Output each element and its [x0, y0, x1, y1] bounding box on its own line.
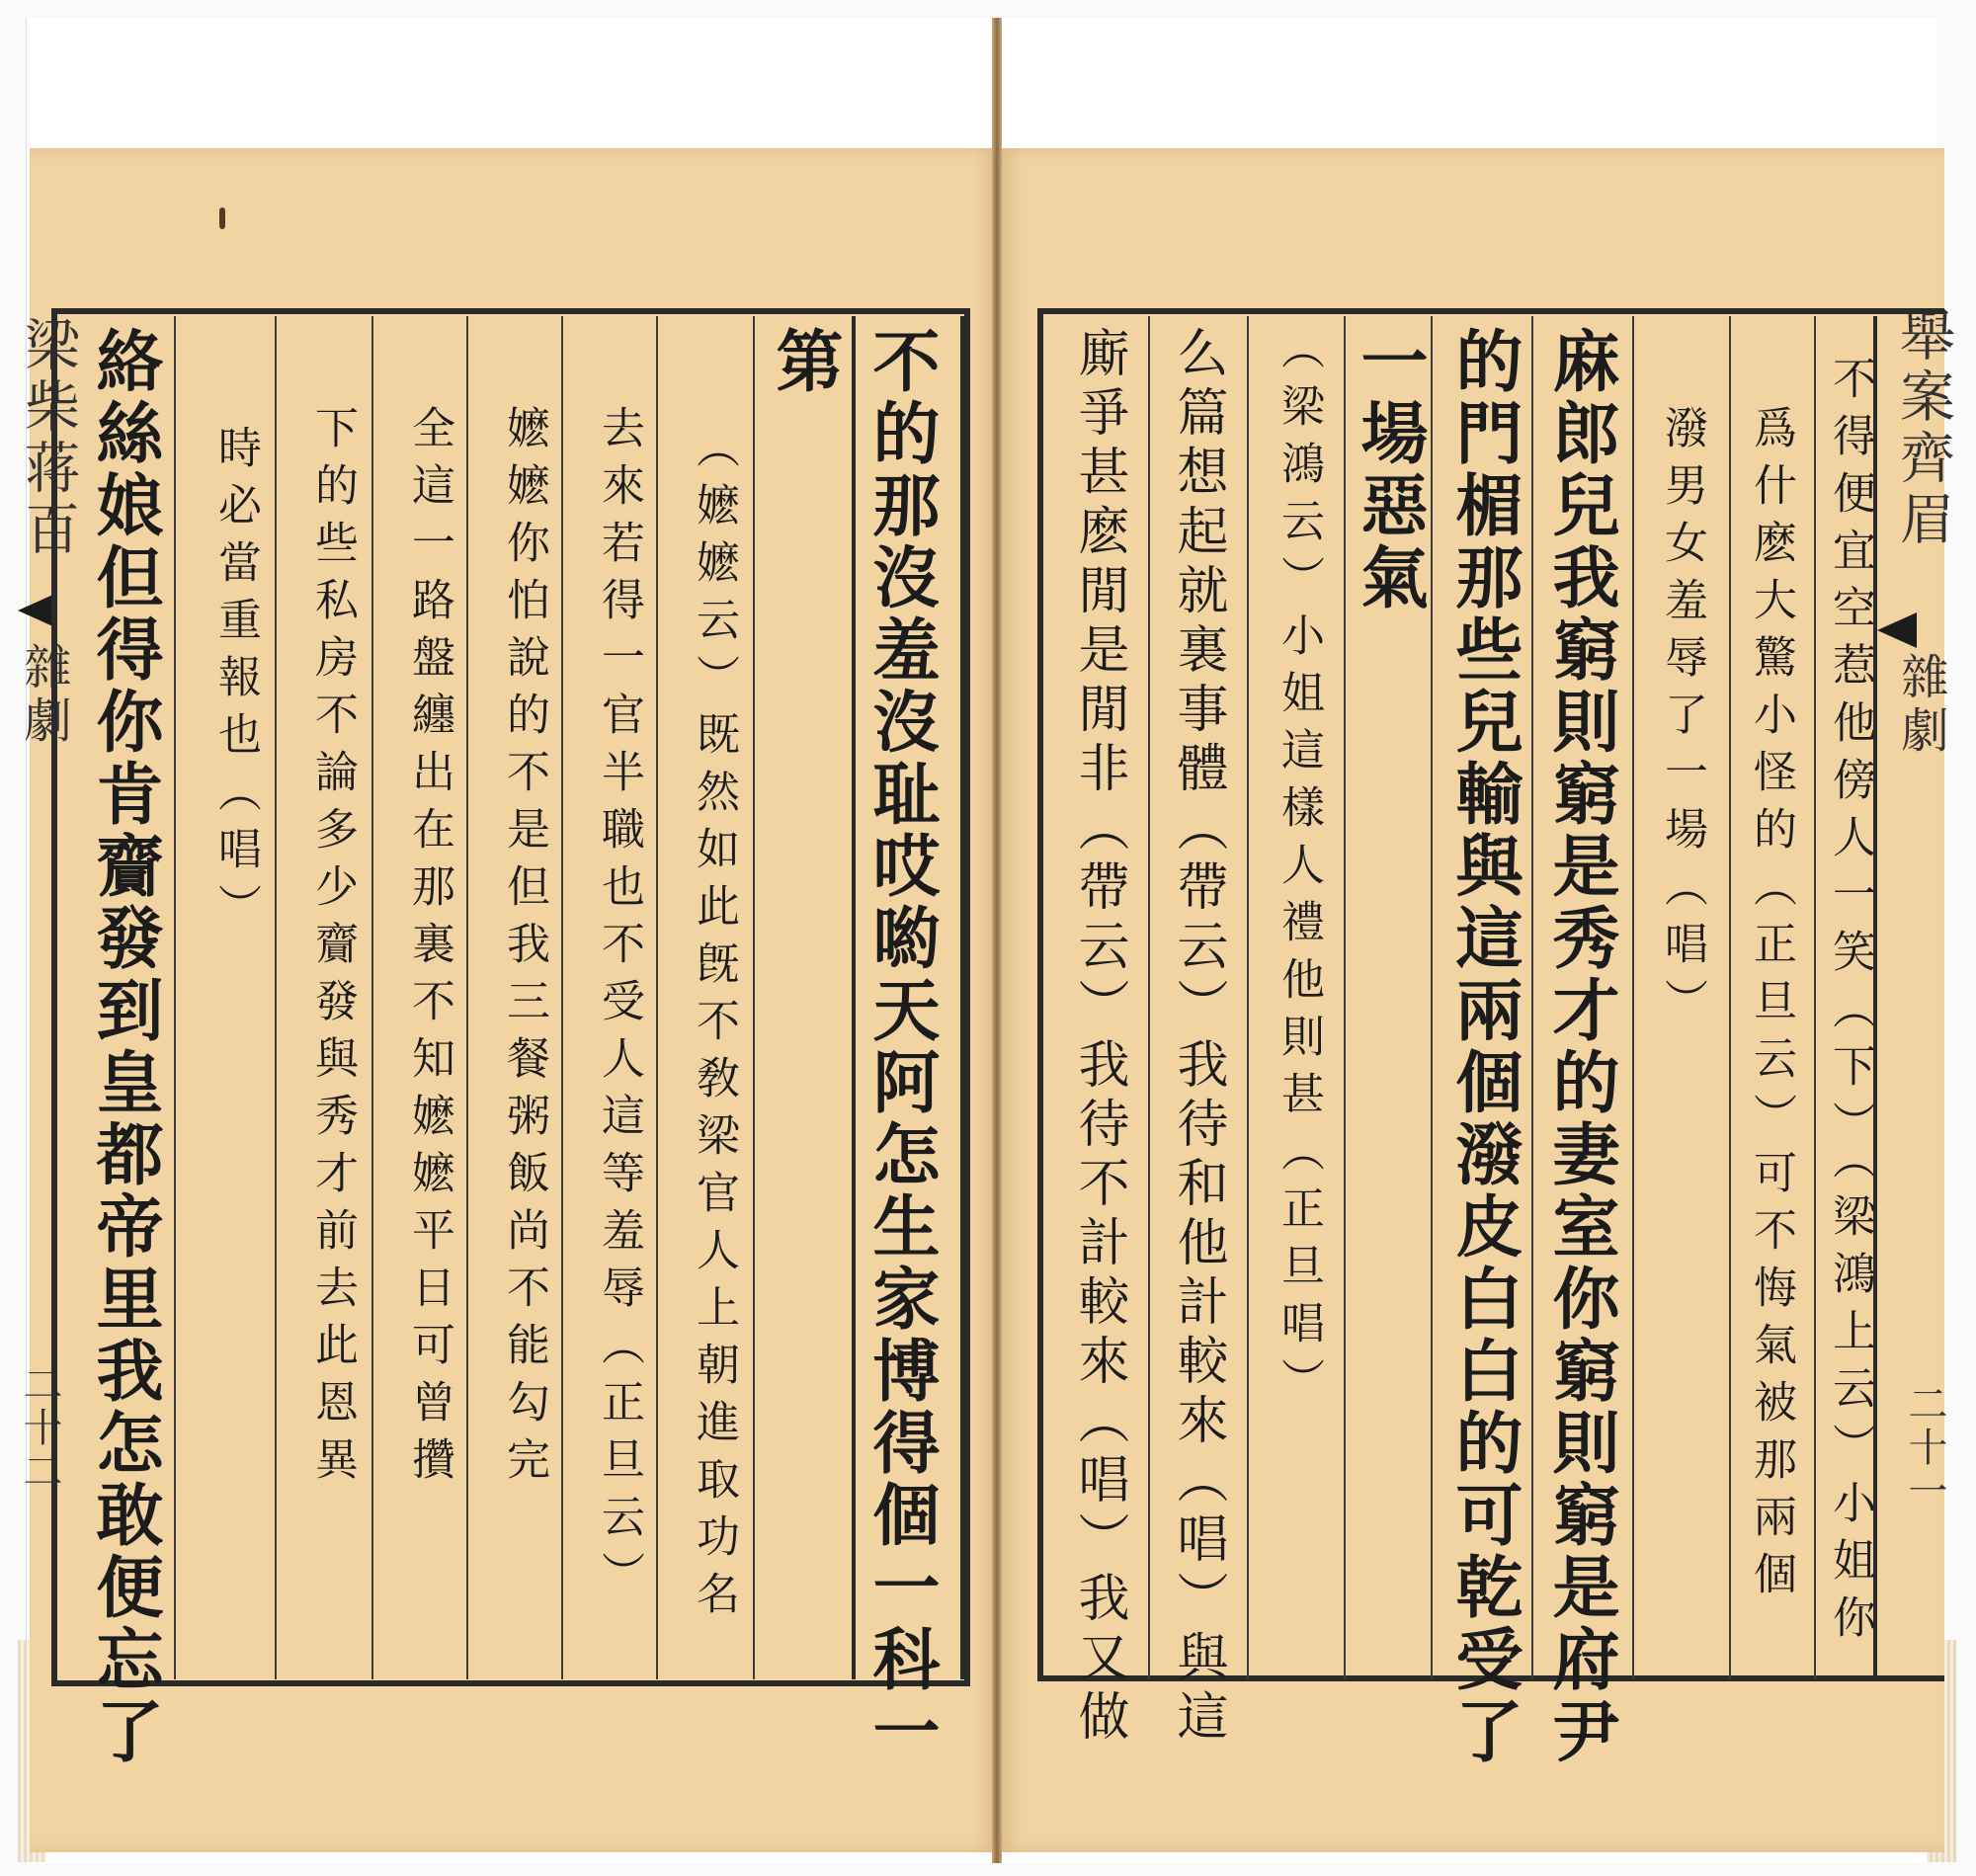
- column-rule: [1531, 316, 1533, 1679]
- text-column: 時必當重報也（唱）: [210, 425, 261, 940]
- right-margin-leaf: 二十一: [1902, 1383, 1947, 1513]
- text-column: 么篇想起就裏事體（帶云）我待和他計較來（唱）與這: [1168, 326, 1227, 1749]
- column-rule: [466, 316, 468, 1679]
- text-column: 麻郎兒我窮則窮是秀才的妻室你窮則窮是府尹: [1541, 326, 1620, 1768]
- column-rule: [852, 316, 856, 1679]
- text-column: （梁鴻云）小姐這樣人禮他則甚（正旦唱）: [1274, 326, 1324, 1415]
- text-column: 的門楣那些兒輸與這兩個潑皮白白的可乾受了: [1444, 326, 1523, 1768]
- text-column: 廝爭甚麽閒是閒非（帶云）我待不計較來（唱）我又做: [1069, 326, 1128, 1749]
- right-margin-chapter: 雜劇: [1893, 652, 1948, 759]
- column-rule: [1148, 316, 1150, 1679]
- text-column: 嬷嬷你怕說的不是但我三餐粥飯尚不能勾完: [499, 405, 549, 1494]
- right-margin-title: 舉案齊眉: [1891, 306, 1955, 551]
- column-rule: [1729, 316, 1731, 1679]
- text-column: 去來若得一官半職也不受人這等羞辱（正旦云）: [594, 405, 644, 1608]
- text-column: 絡絲娘但得你肯齎發到皇都帝里我怎敢便忘了: [85, 326, 164, 1768]
- text-column: 一場惡氣: [1350, 326, 1429, 614]
- text-column: 不得便宜空惹他傍人一笑（下）（梁鴻上云）小姐你: [1825, 356, 1875, 1652]
- text-column: 第: [765, 326, 844, 398]
- text-column: （嬷嬷云）既然如此旣不敎梁官人上朝進取功名: [689, 425, 739, 1628]
- ink-spot: [219, 207, 225, 229]
- text-column: 爲什麽大驚小怪的（正旦云）可不悔氣被那兩個: [1746, 405, 1796, 1608]
- column-rule: [561, 316, 563, 1679]
- column-rule: [656, 316, 658, 1679]
- column-rule: [275, 316, 277, 1679]
- text-column: 潑男女羞辱了一場（唱）: [1657, 405, 1707, 1035]
- column-rule: [1344, 316, 1346, 1679]
- left-margin-leaf: 二十二: [17, 1363, 62, 1494]
- text-column: 不的那沒羞沒耻哎喲天阿怎生家博得個一科一: [862, 326, 941, 1768]
- column-rule: [753, 316, 755, 1679]
- column-rule: [1632, 316, 1634, 1679]
- text-column: 全這一路盤纏出在那裏不知嬷嬷平日可曾攢: [404, 405, 454, 1494]
- text-column: 下的些私房不論多少齎發與秀才前去此恩異: [307, 405, 358, 1494]
- column-rule: [1431, 316, 1433, 1679]
- left-margin-title: 梁柴蒋百: [16, 316, 80, 561]
- column-rule: [1814, 316, 1816, 1679]
- column-rule: [1247, 316, 1249, 1679]
- column-rule: [371, 316, 373, 1679]
- column-rule: [960, 316, 964, 1679]
- book-gutter: [992, 18, 1002, 1863]
- left-margin-chapter: 雜劇: [16, 642, 71, 749]
- column-rule: [174, 316, 176, 1679]
